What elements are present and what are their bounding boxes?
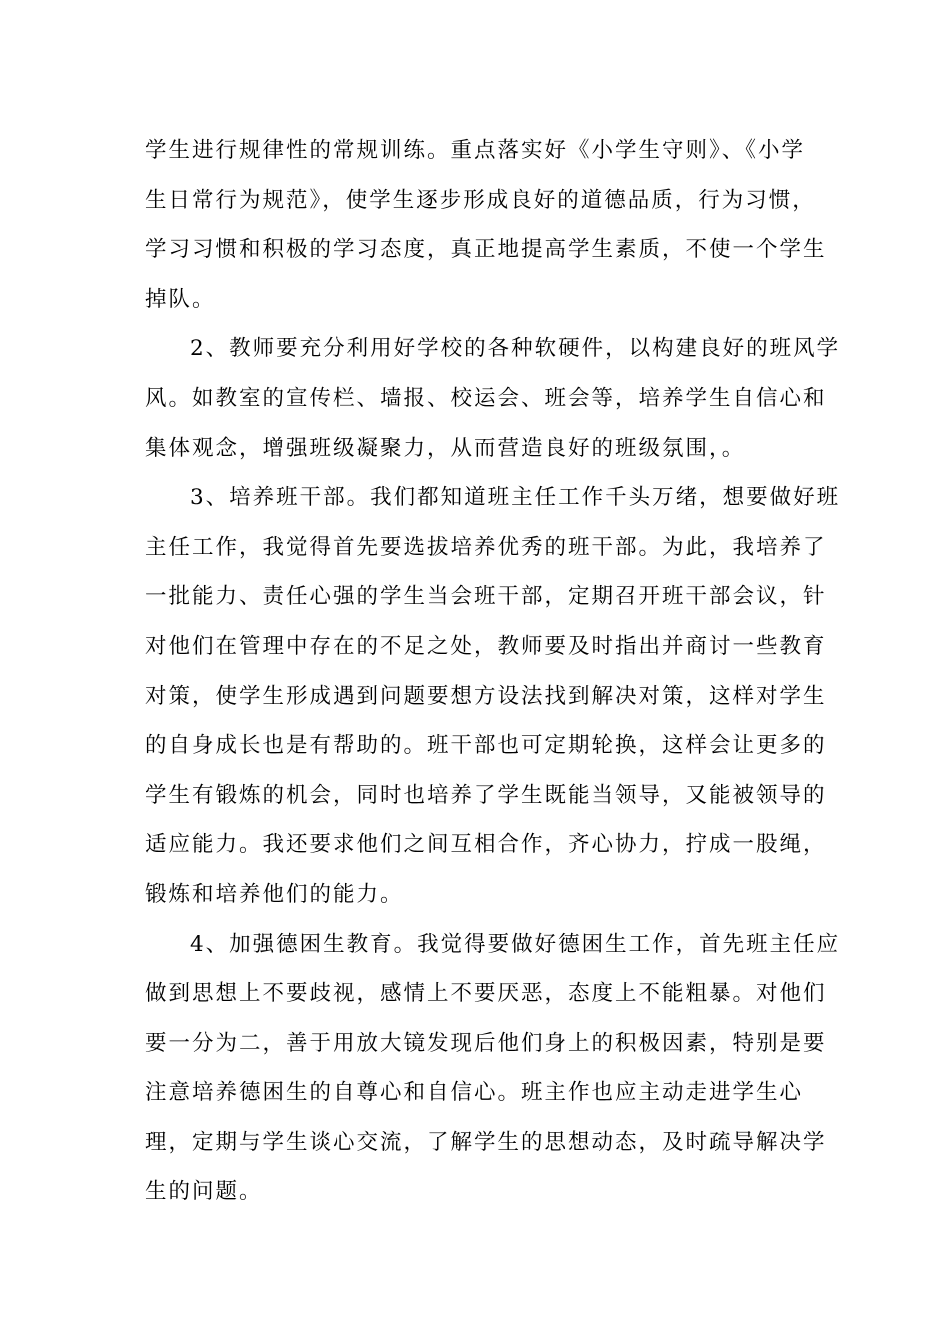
text-line: 理，定期与学生谈心交流，了解学生的思想动态，及时疏导解决学 — [145, 1129, 827, 1155]
text-line: 的自身成长也是有帮助的。班干部也可定期轮换，这样会让更多的 — [145, 733, 827, 759]
text-line: 风。如教室的宣传栏、墙报、校运会、班会等，培养学生自信心和 — [145, 385, 827, 411]
paragraph-3 — [145, 473, 841, 919]
text-line: 注意培养德困生的自尊心和自信心。班主作也应主动走进学生心 — [145, 1080, 804, 1106]
text-line: 生的问题。 — [145, 1179, 263, 1205]
document-body — [145, 126, 841, 1217]
text-line: 3、培养班干部。我们都知道班主任工作千头万绪，想要做好班 — [190, 485, 841, 511]
text-line: 学生有锻炼的机会，同时也培养了学生既能当领导，又能被领导的 — [145, 782, 827, 808]
text-line: 掉队。 — [145, 286, 216, 312]
text-line: 2、教师要充分利用好学校的各种软硬件，以构建良好的班风学 — [190, 336, 841, 362]
text-line: 主任工作，我觉得首先要选拔培养优秀的班干部。为此，我培养了 — [145, 534, 827, 560]
text-line: 学生进行规律性的常规训练。重点落实好《小学生守则》、《小学 — [145, 138, 806, 163]
text-line: 学习习惯和积极的学习态度，真正地提高学生素质，不使一个学生 — [145, 237, 827, 263]
text-line: 做到思想上不要歧视，感情上不要厌恶，态度上不能粗暴。对他们 — [145, 981, 827, 1007]
text-line: 要一分为二，善于用放大镜发现后他们身上的积极因素，特别是要 — [145, 1030, 827, 1056]
text-line: 对他们在管理中存在的不足之处，教师要及时指出并商讨一些教育 — [145, 633, 827, 659]
paragraph-4 — [145, 920, 841, 1218]
text-line: 生日常行为规范》，使学生逐步形成良好的道德品质，行为习惯， — [145, 187, 816, 213]
text-line: 锻炼和培养他们的能力。 — [145, 881, 404, 907]
paragraph-2 — [145, 324, 841, 473]
text-line: 一批能力、责任心强的学生当会班干部，定期召开班干部会议，针 — [145, 584, 827, 610]
paragraph-1 — [145, 126, 827, 324]
text-line: 集体观念，增强班级凝聚力，从而营造良好的班级氛围，。 — [145, 435, 746, 461]
text-line: 4、加强德困生教育。我觉得要做好德困生工作，首先班主任应 — [190, 931, 841, 957]
text-line: 对策，使学生形成遇到问题要想方设法找到解决对策，这样对学生 — [145, 683, 827, 709]
text-line: 适应能力。我还要求他们之间互相合作，齐心协力，拧成一股绳， — [145, 832, 827, 858]
